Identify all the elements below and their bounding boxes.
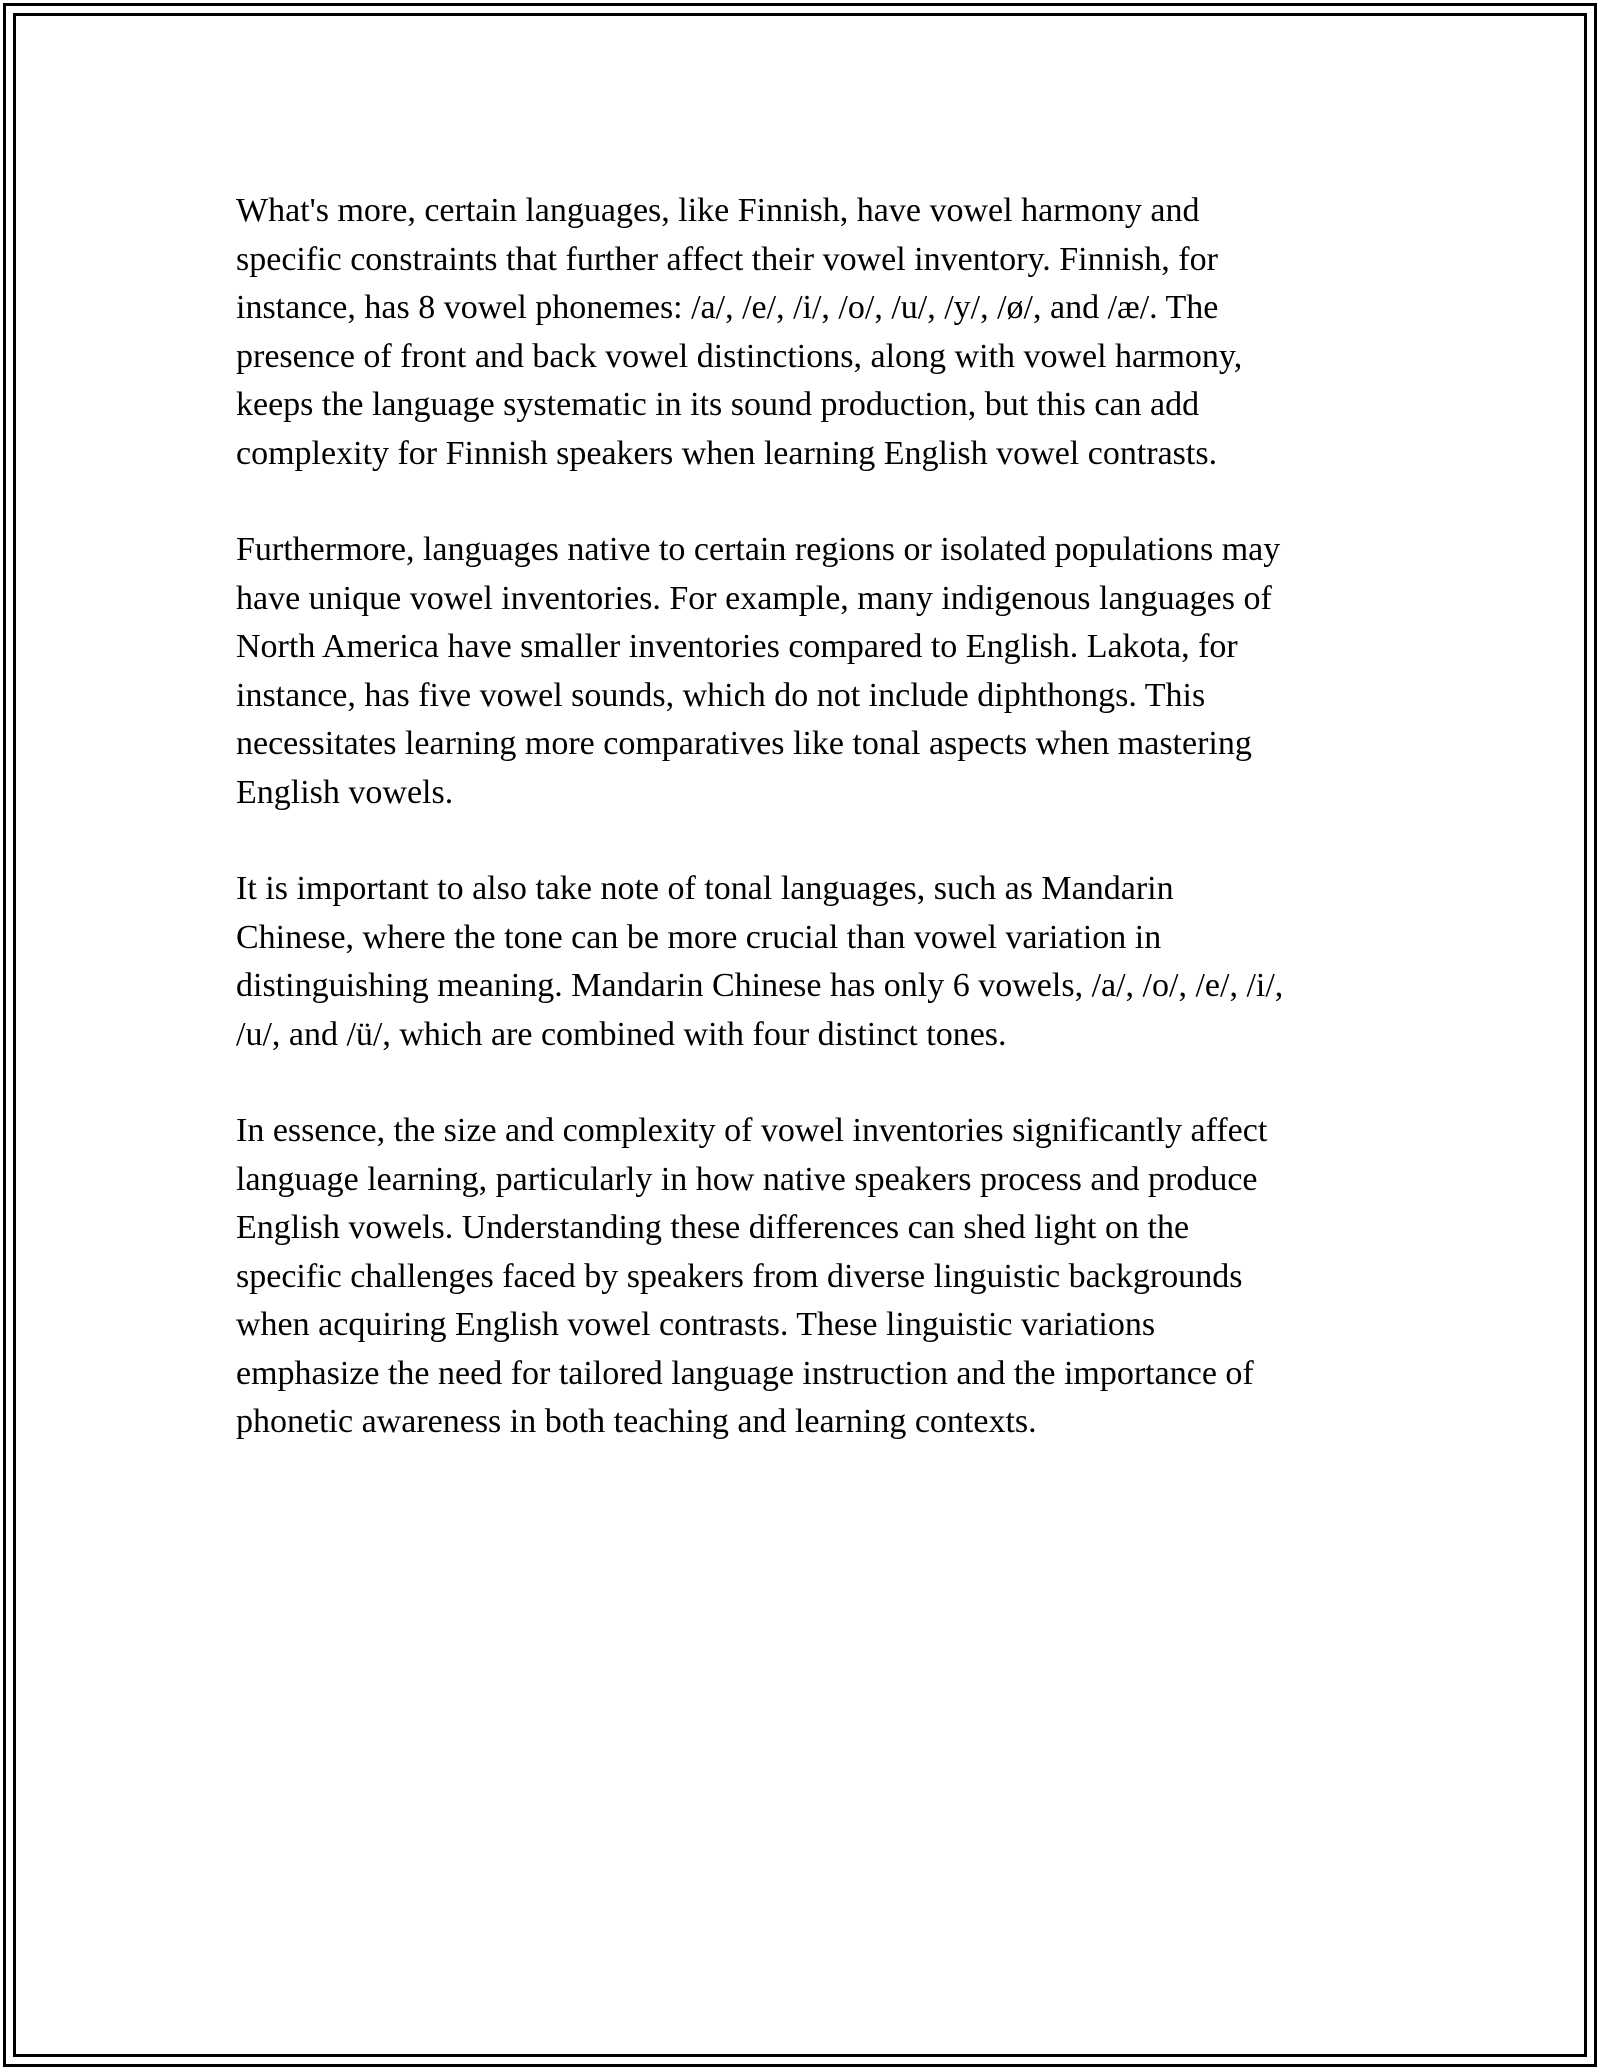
document-body [236, 187, 1376, 1495]
paragraph-conclusion: In essence, the size and complexity of vowel inventories significantly affect language learning, particularly in how native speakers process and produce English vowels. Understanding these differences can shed light on the specific challenges faced by speakers from diverse linguistic backgrounds when acquiring English vowel contrasts. These linguistic variations emphasize the need for tailored language instruction and the importance of phonetic awareness in both teaching and learning contexts. [236, 1112, 1268, 1440]
paragraph-indigenous-languages: Furthermore, languages native to certain regions or isolated populations may have unique vowel inventories. For example, many indigenous languages of North America have smaller inventories compared to English. Lakota, for instance, has five vowel sounds, which do not include diphthongs. This necessitates learning more comparatives like tonal aspects when mastering English vowels. [236, 531, 1281, 811]
paragraph-finnish-vowel-harmony: What's more, certain languages, like Finnish, have vowel harmony and specific constraints that further affect their vowel inventory. Finnish, for instance, has 8 vowel phonemes: /a/, /e/, /i/, /o/, /u/, /y/, /ø/, and /æ/. The presence of front and back vowel distinctions, along with vowel harmony, keeps the language systematic in its sound production, but this can add complexity for Finnish speakers when learning English vowel contrasts. [236, 192, 1243, 472]
paragraph-tonal-languages: It is important to also take note of tonal languages, such as Mandarin Chinese, where the tone can be more crucial than vowel variation in distinguishing meaning. Mandarin Chinese has only 6 vowels, /a/, /o/, /e/, /i/, /u/, and /ü/, which are combined with four distinct tones. [236, 870, 1284, 1053]
